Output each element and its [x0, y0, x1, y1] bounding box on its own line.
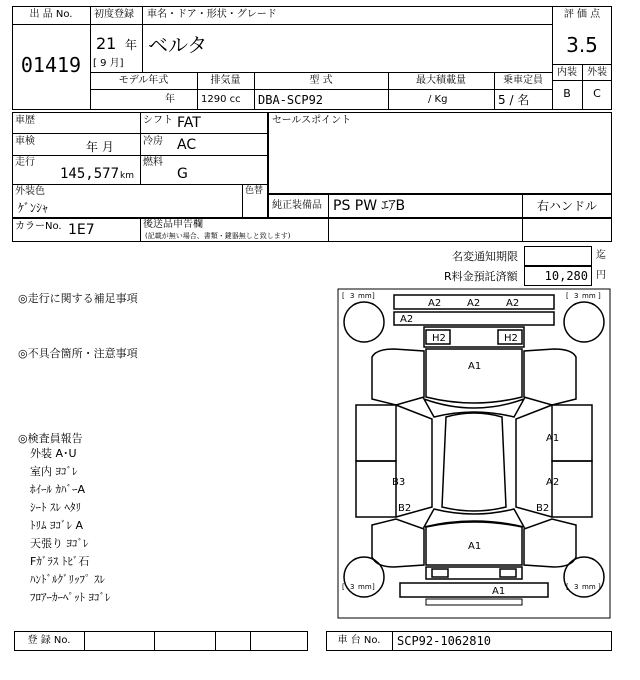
- inspector-item: ﾌﾛｱｰｶｰﾍﾟｯﾄ ﾖｺﾞﾚ: [30, 591, 111, 604]
- exterior-grade: C: [593, 87, 601, 100]
- exterior-label: 外装: [587, 67, 607, 78]
- chassis-no-label: 車 台 No.: [337, 635, 381, 646]
- hood: [426, 349, 522, 403]
- color-no-value: 1E7: [68, 222, 95, 238]
- reg-no-label: 登 録 No.: [27, 635, 71, 646]
- svg-text:[: [: [342, 292, 345, 300]
- first-reg-month: [ 9 月]: [93, 58, 124, 69]
- rear-fender-left: [372, 519, 424, 567]
- mark-front-bumper: A2: [428, 298, 442, 309]
- mark-front-bumper: A2: [506, 298, 520, 309]
- overall-grade: 3.5: [566, 33, 598, 57]
- mark-headlight-right: H2: [504, 333, 518, 344]
- exterior-color-label: 外装色: [15, 186, 45, 197]
- tire-depth-front-left: 3: [350, 292, 355, 300]
- tire-front-left: [344, 302, 384, 342]
- capacity-label: 乗車定員: [503, 75, 543, 86]
- front-fender-right: [524, 349, 576, 405]
- inspector-item: 天張り ﾖｺﾞﾚ: [30, 537, 89, 550]
- inspector-item: ﾊﾝﾄﾞﾙｸﾞﾘｯﾌﾟ ｽﾚ: [30, 573, 105, 586]
- fuel-label: 燃料: [143, 157, 163, 168]
- color-change-label: 色替: [245, 186, 264, 196]
- displacement: 1290 cc: [201, 94, 241, 105]
- exterior-color-value: ｹﾞﾝｼｬ: [18, 201, 49, 215]
- chassis-no-value: SCP92-1062810: [397, 634, 491, 648]
- inspection-label: 車検: [15, 136, 35, 147]
- tire-depth-rear-left: 3: [350, 583, 355, 591]
- model-year-unit: 年: [165, 94, 175, 105]
- svg-text:]: ]: [598, 292, 601, 300]
- shift-value: FAT: [177, 115, 201, 131]
- model-name-label: 車名・ドア・形状・グレード: [147, 9, 277, 20]
- genuine-equipment-label: 純正装備品: [272, 200, 322, 211]
- tire-front-right: [564, 302, 604, 342]
- svg-text:]: ]: [598, 583, 601, 591]
- mark-right-rear-fender: B2: [536, 503, 550, 514]
- model-year-label: モデル年式: [118, 75, 169, 86]
- inspector-item: 外装 A･U: [30, 447, 77, 460]
- mark-hood: A1: [468, 361, 482, 372]
- inspector-item: ｼｰﾄ ｽﾚ ﾍﾀﾘ: [30, 501, 81, 514]
- name-change-unit: 迄: [596, 250, 606, 261]
- mileage-unit: km: [120, 171, 134, 181]
- shift-label: シフト: [143, 115, 173, 126]
- name-change-label: 名変通知期限: [452, 250, 518, 263]
- steering-value: 右ハンドル: [536, 199, 597, 213]
- max-load: / Kg: [428, 94, 448, 105]
- svg-text:[: [: [566, 292, 569, 300]
- inspector-item: ﾄﾘﾑ ﾖｺﾞﾚ A: [30, 519, 84, 532]
- first-reg-year-unit: 年: [125, 38, 138, 52]
- tire-depth-front-right: 3: [574, 292, 579, 300]
- inspector-report-label: ◎検査員報告: [18, 432, 83, 445]
- svg-text:]: ]: [372, 583, 375, 591]
- svg-text:]: ]: [372, 292, 375, 300]
- capacity: 5 / 名: [498, 93, 530, 107]
- model-type: DBA-SCP92: [258, 93, 324, 107]
- mark-right-front-door: A1: [546, 433, 560, 444]
- left-front-door: [356, 405, 396, 461]
- car-damage-diagram: [336, 287, 612, 620]
- fuel-value: G: [177, 166, 188, 182]
- roof: [442, 413, 506, 511]
- recycle-unit: 円: [596, 270, 606, 281]
- lot-no-label: 出 品 No.: [29, 9, 73, 20]
- svg-text:[: [: [566, 583, 569, 591]
- tire-unit: mm: [358, 292, 372, 300]
- lot-no: 01419: [20, 53, 82, 77]
- tire-unit: mm: [358, 583, 372, 591]
- model-name: ベルタ: [148, 33, 208, 57]
- grade-label: 評 価 点: [563, 9, 601, 20]
- mileage-value: 145,577: [60, 166, 120, 182]
- ac-value: AC: [177, 137, 197, 153]
- name-change-box: [524, 246, 592, 266]
- ac-label: 冷房: [143, 136, 163, 147]
- rear-fender-right: [524, 519, 576, 567]
- rear-bumper: [400, 583, 548, 597]
- color-no-label: カラーNo.: [15, 221, 62, 232]
- left-rear-door: [356, 461, 396, 517]
- mark-rear-bumper: A1: [492, 586, 506, 597]
- front-fender-left: [372, 349, 424, 405]
- history-label: 車歴: [15, 115, 35, 126]
- driving-notes-label: ◎走行に関する補足事項: [18, 292, 138, 305]
- type-label: 型 式: [309, 75, 333, 86]
- declaration-label: 後送品申告欄: [143, 219, 203, 230]
- interior-label: 内装: [557, 67, 577, 78]
- tire-unit: mm: [582, 583, 596, 591]
- tire-unit: mm: [582, 292, 596, 300]
- mark-front-bumper: A2: [467, 298, 481, 309]
- inspector-item: Fｶﾞﾗｽ ﾄﾋﾞ石: [30, 555, 90, 568]
- inspector-item: 室内 ﾖｺﾞﾚ: [30, 465, 78, 478]
- mark-left-rear-fender: B2: [398, 503, 412, 514]
- first-reg-year: 21: [96, 34, 117, 53]
- mark-right-rear-door: A2: [546, 477, 560, 488]
- right-rear-door: [552, 461, 592, 517]
- mark-front-lip: A2: [400, 314, 414, 325]
- recycle-amount: 10,280: [544, 269, 588, 283]
- interior-grade: B: [563, 87, 571, 100]
- inspection-value: 年 月: [86, 140, 114, 154]
- sales-point-label: セールスポイント: [272, 115, 352, 126]
- recycle-label: R料金預託済額: [444, 270, 518, 283]
- mark-trunk: A1: [468, 541, 482, 552]
- first-reg-label: 初度登録: [94, 9, 134, 20]
- displacement-label: 排気量: [210, 75, 241, 86]
- front-lip: [394, 312, 554, 325]
- max-load-label: 最大積載量: [416, 75, 466, 86]
- tire-depth-rear-right: 3: [574, 583, 579, 591]
- mark-left-front-door: B3: [392, 477, 406, 488]
- genuine-equipment-value: PS PW ｴｱB: [333, 198, 406, 214]
- defects-notes-label: ◎不具合箇所・注意事項: [18, 347, 138, 360]
- mark-headlight-left: H2: [432, 333, 446, 344]
- mileage-label: 走行: [15, 157, 35, 168]
- svg-text:[: [: [342, 583, 345, 591]
- inspector-item: ﾎｲｰﾙ ｶﾊﾞｰA: [30, 483, 86, 496]
- declaration-note: (記載が無い場合、書類・鍵器無しと致します): [145, 232, 291, 240]
